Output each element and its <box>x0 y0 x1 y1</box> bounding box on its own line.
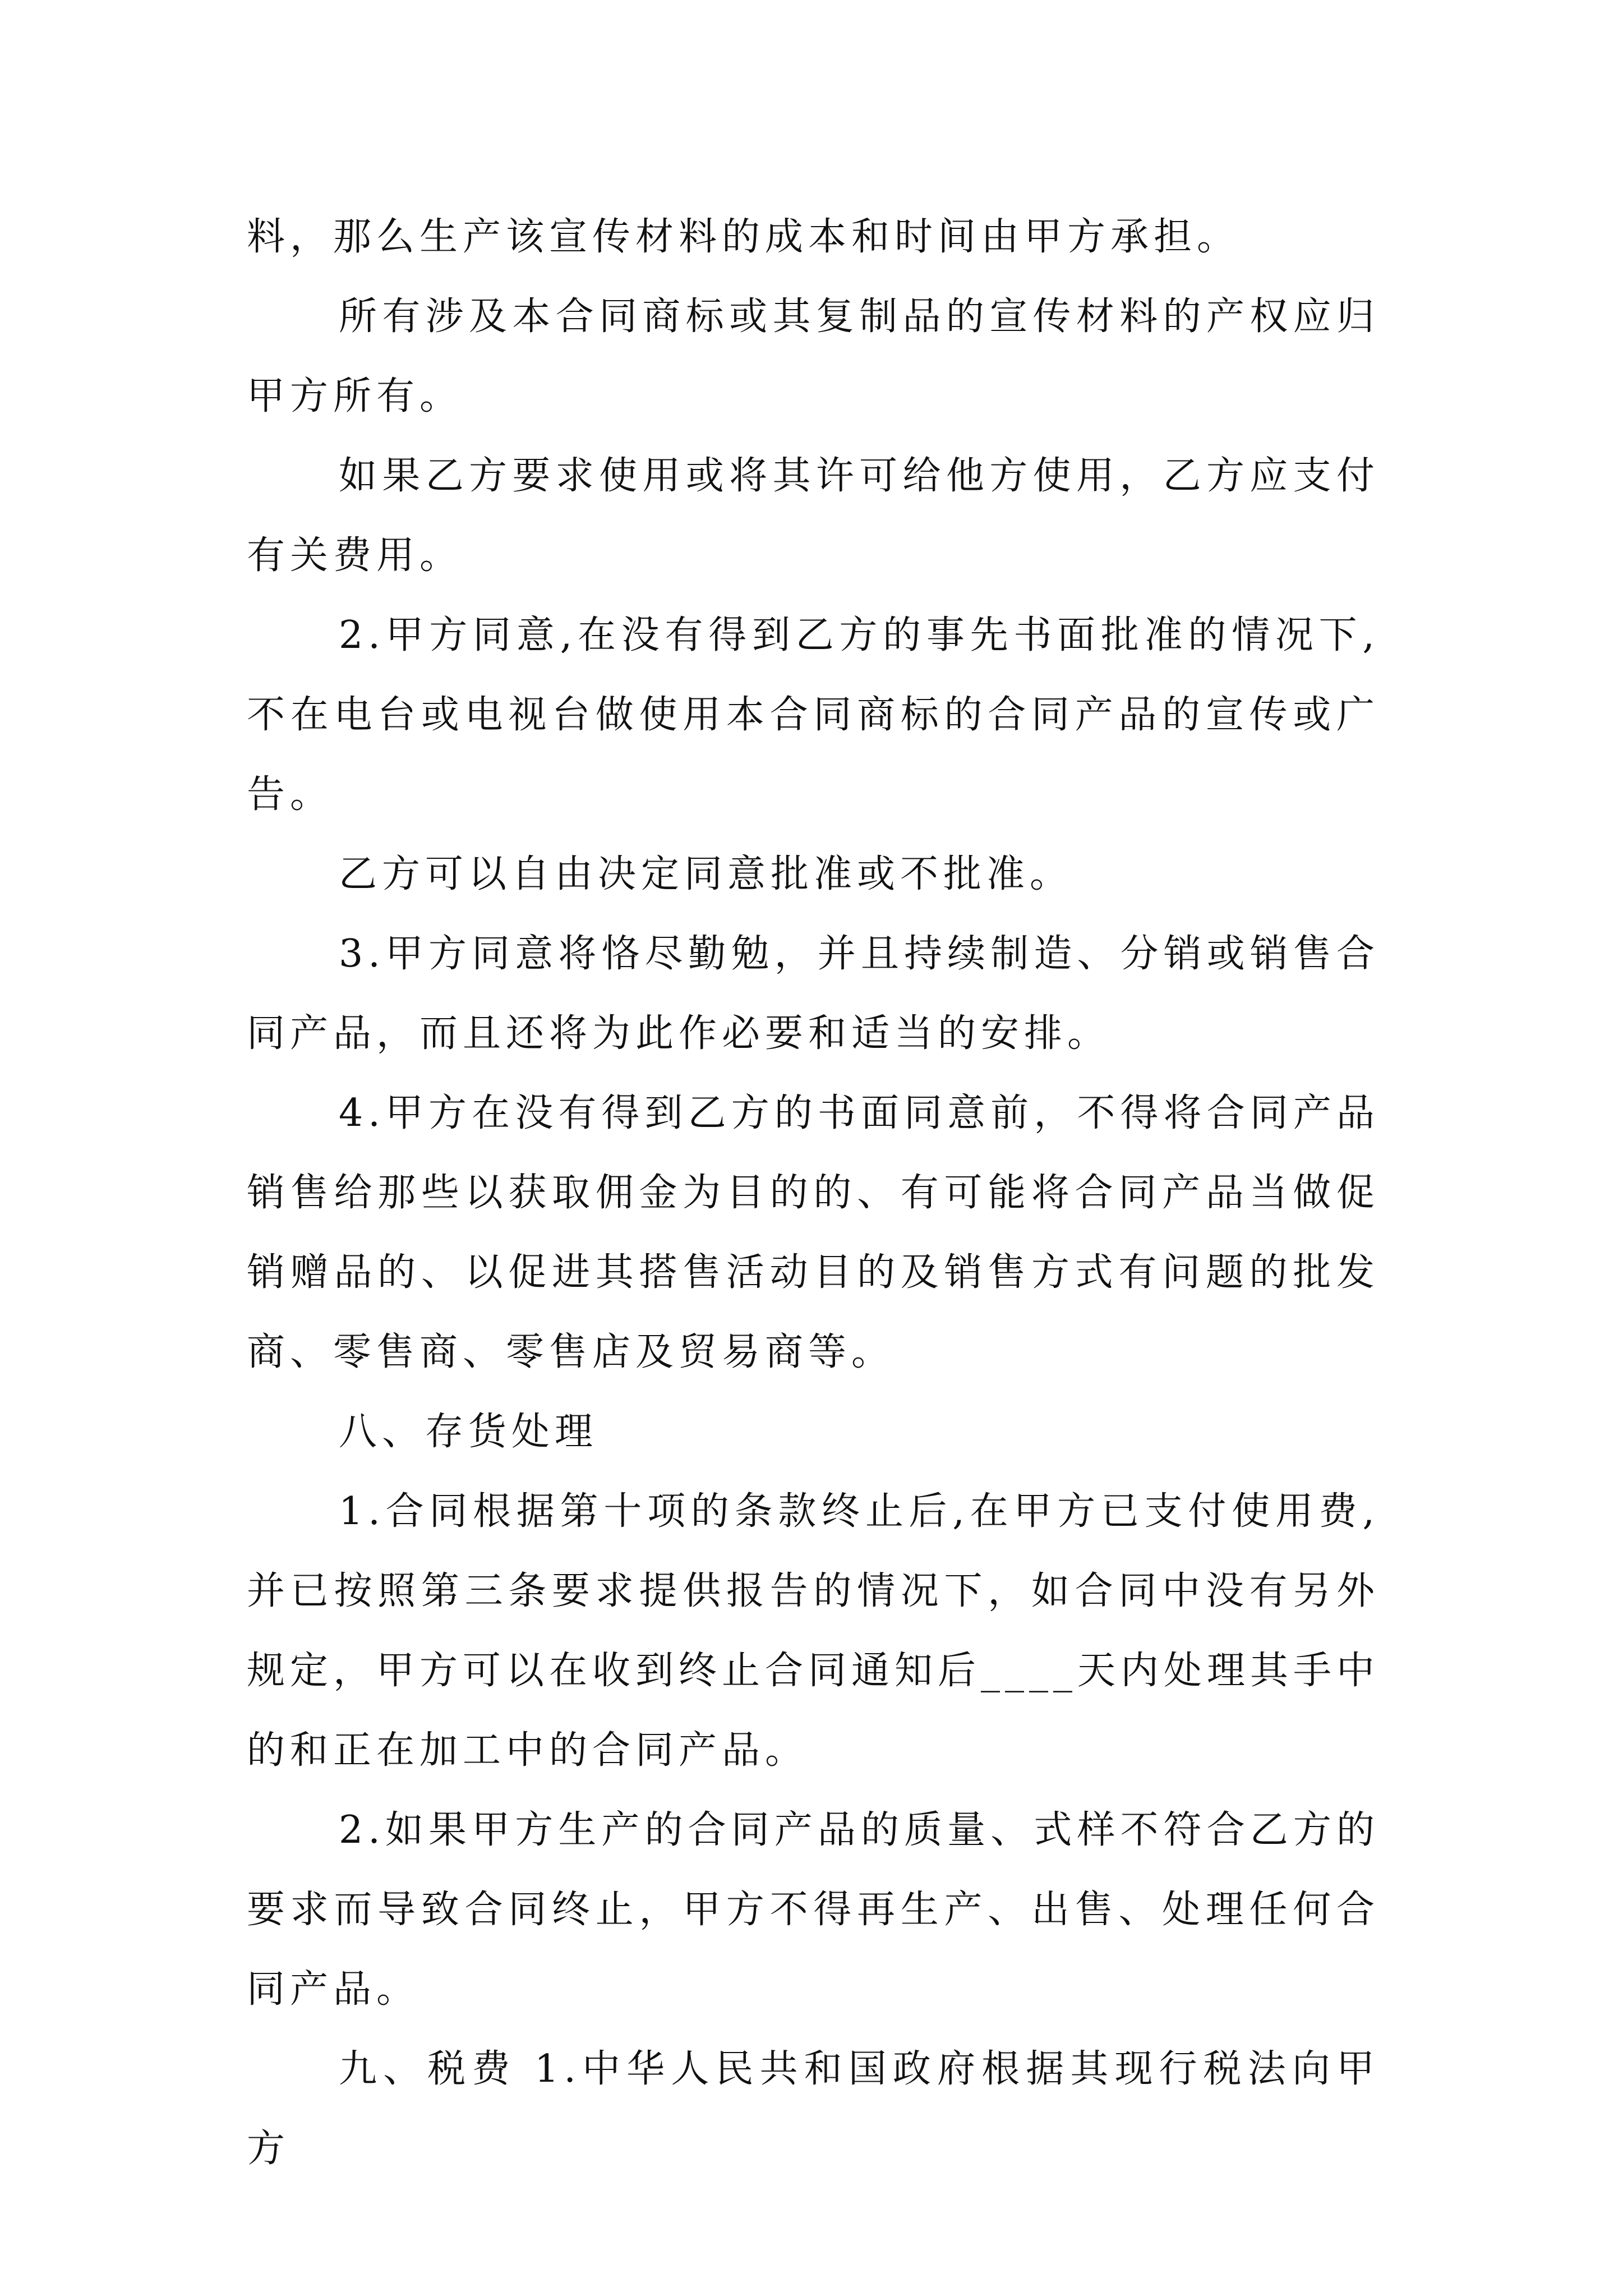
paragraph: 料，那么生产该宣传材料的成本和时间由甲方承担。 <box>247 215 1241 259</box>
paragraph: 3.甲方同意将恪尽勤勉，并且持续制造、分销或销售合同产品，而且还将为此作必要和适当的安排。 <box>247 932 1380 1056</box>
paragraph: 2.如果甲方生产的合同产品的质量、式样不符合乙方的要求而导致合同终止，甲方不得再生产、出售、处理任何合同产品。 <box>247 1808 1380 2012</box>
paragraph: 2.甲方同意,在没有得到乙方的事先书面批准的情况下,不在电台或电视台做使用本合同商标的合同产品的宣传或广告。 <box>247 613 1380 817</box>
paragraph: 九、税费 1.中华人民共和国政府根据其现行税法向甲方 <box>247 2047 1380 2171</box>
section-heading: 八、存货处理 <box>339 1410 598 1454</box>
paragraph: 乙方可以自由决定同意批准或不批准。 <box>339 852 1073 896</box>
paragraph: 如果乙方要求使用或将其许可给他方使用，乙方应支付有关费用。 <box>247 454 1380 578</box>
paragraph: 4.甲方在没有得到乙方的书面同意前，不得将合同产品销售给那些以获取佣金为目的的、有可能将合同产品当做促销赠品的、以促进其搭售活动目的及销售方式有问题的批发商、零售商、零售店及贸易商等。 <box>247 1091 1380 1374</box>
paragraph: 所有涉及本合同商标或其复制品的宣传材料的产权应归甲方所有。 <box>247 295 1380 418</box>
paragraph: 1.合同根据第十项的条款终止后,在甲方已支付使用费,并已按照第三条要求提供报告的情况下，如合同中没有另外规定，甲方可以在收到终止合同通知后____天内处理其手中的和正在加工中的合同产品。 <box>247 1489 1380 1773</box>
document-body <box>247 197 1380 2189</box>
